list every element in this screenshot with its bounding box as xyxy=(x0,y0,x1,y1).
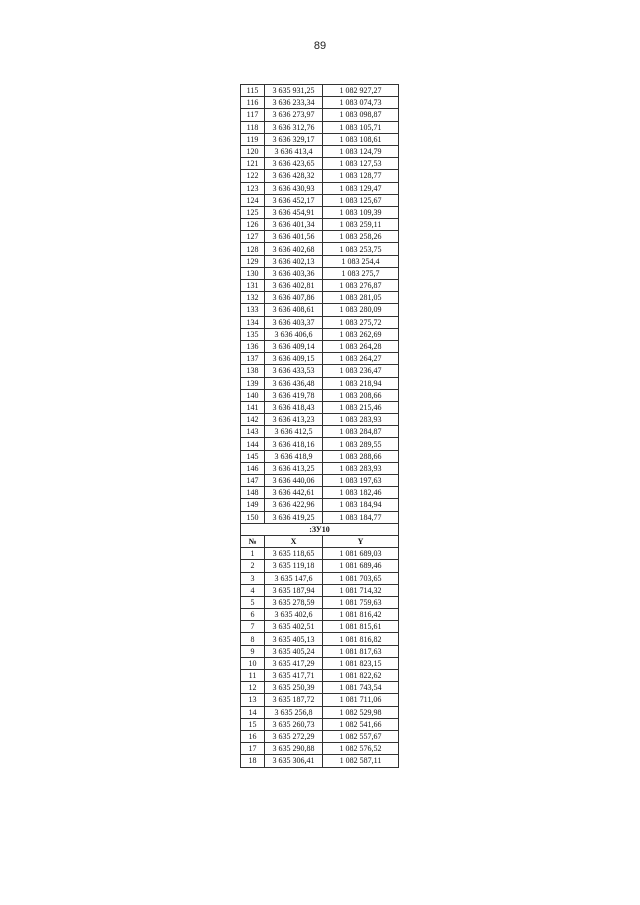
table-row xyxy=(241,316,399,328)
x-coordinate-cell: 3 636 418,16 xyxy=(265,438,323,450)
point-number-cell: 12 xyxy=(241,682,265,694)
y-coordinate-cell: 1 083 218,94 xyxy=(323,377,399,389)
point-number-cell: 119 xyxy=(241,133,265,145)
y-coordinate-cell: 1 083 258,26 xyxy=(323,231,399,243)
point-number-cell: 121 xyxy=(241,158,265,170)
point-number-cell: 15 xyxy=(241,718,265,730)
point-number-cell: 150 xyxy=(241,511,265,523)
table-row xyxy=(241,438,399,450)
x-coordinate-cell: 3 636 430,93 xyxy=(265,182,323,194)
y-coordinate-cell: 1 082 927,27 xyxy=(323,85,399,97)
x-coordinate-cell: 3 635 256,8 xyxy=(265,706,323,718)
y-coordinate-cell: 1 083 275,7 xyxy=(323,267,399,279)
section-title: :ЗУ10 xyxy=(241,523,399,535)
y-coordinate-cell: 1 081 759,63 xyxy=(323,596,399,608)
table-header-row xyxy=(241,535,399,547)
x-coordinate-cell: 3 636 412,5 xyxy=(265,426,323,438)
y-coordinate-cell: 1 083 284,87 xyxy=(323,426,399,438)
x-coordinate-cell: 3 635 187,72 xyxy=(265,694,323,706)
x-coordinate-cell: 3 636 329,17 xyxy=(265,133,323,145)
y-coordinate-cell: 1 083 074,73 xyxy=(323,97,399,109)
x-coordinate-cell: 3 635 417,71 xyxy=(265,670,323,682)
point-number-cell: 16 xyxy=(241,730,265,742)
point-number-cell: 140 xyxy=(241,389,265,401)
table-row xyxy=(241,584,399,596)
point-number-cell: 132 xyxy=(241,292,265,304)
x-coordinate-cell: 3 636 418,9 xyxy=(265,450,323,462)
x-coordinate-cell: 3 635 147,6 xyxy=(265,572,323,584)
point-number-cell: 130 xyxy=(241,267,265,279)
y-coordinate-cell: 1 083 128,77 xyxy=(323,170,399,182)
y-coordinate-cell: 1 081 711,06 xyxy=(323,694,399,706)
table-row xyxy=(241,158,399,170)
x-coordinate-cell: 3 636 401,34 xyxy=(265,219,323,231)
x-coordinate-cell: 3 635 405,24 xyxy=(265,645,323,657)
table-row xyxy=(241,170,399,182)
point-number-cell: 2 xyxy=(241,560,265,572)
y-coordinate-cell: 1 081 703,65 xyxy=(323,572,399,584)
table-row xyxy=(241,389,399,401)
point-number-cell: 141 xyxy=(241,401,265,413)
x-coordinate-cell: 3 635 278,59 xyxy=(265,596,323,608)
x-coordinate-cell: 3 636 402,13 xyxy=(265,255,323,267)
y-coordinate-cell: 1 081 689,46 xyxy=(323,560,399,572)
table-row xyxy=(241,97,399,109)
point-number-cell: 124 xyxy=(241,194,265,206)
table-row xyxy=(241,340,399,352)
x-coordinate-cell: 3 635 405,13 xyxy=(265,633,323,645)
y-coordinate-cell: 1 083 280,09 xyxy=(323,304,399,316)
point-number-cell: 144 xyxy=(241,438,265,450)
y-coordinate-cell: 1 081 689,03 xyxy=(323,548,399,560)
table-row xyxy=(241,560,399,572)
point-number-cell: 134 xyxy=(241,316,265,328)
table-row xyxy=(241,328,399,340)
x-coordinate-cell: 3 635 119,18 xyxy=(265,560,323,572)
point-number-cell: 116 xyxy=(241,97,265,109)
point-number-cell: 117 xyxy=(241,109,265,121)
point-number-cell: 14 xyxy=(241,706,265,718)
y-coordinate-cell: 1 083 098,87 xyxy=(323,109,399,121)
point-number-cell: 149 xyxy=(241,499,265,511)
y-coordinate-cell: 1 083 254,4 xyxy=(323,255,399,267)
table-row xyxy=(241,145,399,157)
point-number-cell: 137 xyxy=(241,353,265,365)
x-coordinate-cell: 3 636 403,37 xyxy=(265,316,323,328)
y-coordinate-cell: 1 081 817,63 xyxy=(323,645,399,657)
x-coordinate-cell: 3 636 418,43 xyxy=(265,401,323,413)
point-number-cell: 136 xyxy=(241,340,265,352)
y-coordinate-cell: 1 083 208,66 xyxy=(323,389,399,401)
x-coordinate-cell: 3 635 272,29 xyxy=(265,730,323,742)
point-number-cell: 1 xyxy=(241,548,265,560)
x-coordinate-cell: 3 636 419,25 xyxy=(265,511,323,523)
y-coordinate-cell: 1 081 816,42 xyxy=(323,609,399,621)
table-row xyxy=(241,511,399,523)
point-number-cell: 123 xyxy=(241,182,265,194)
table-row xyxy=(241,377,399,389)
point-number-cell: 18 xyxy=(241,755,265,767)
table-row xyxy=(241,743,399,755)
y-coordinate-cell: 1 083 283,93 xyxy=(323,462,399,474)
table-row xyxy=(241,219,399,231)
x-coordinate-cell: 3 636 433,53 xyxy=(265,365,323,377)
table-row xyxy=(241,621,399,633)
table-row xyxy=(241,255,399,267)
y-coordinate-cell: 1 083 281,05 xyxy=(323,292,399,304)
x-coordinate-cell: 3 636 401,56 xyxy=(265,231,323,243)
table-row xyxy=(241,609,399,621)
table-row xyxy=(241,487,399,499)
x-coordinate-cell: 3 635 402,51 xyxy=(265,621,323,633)
table-row xyxy=(241,85,399,97)
point-number-cell: 147 xyxy=(241,475,265,487)
table-row xyxy=(241,243,399,255)
point-number-cell: 118 xyxy=(241,121,265,133)
table-row xyxy=(241,730,399,742)
y-coordinate-cell: 1 082 557,67 xyxy=(323,730,399,742)
y-coordinate-cell: 1 083 124,79 xyxy=(323,145,399,157)
point-number-cell: 10 xyxy=(241,657,265,669)
y-coordinate-cell: 1 083 125,67 xyxy=(323,194,399,206)
coordinates-table xyxy=(240,84,399,768)
table-row xyxy=(241,657,399,669)
y-coordinate-cell: 1 083 197,63 xyxy=(323,475,399,487)
x-coordinate-cell: 3 636 408,61 xyxy=(265,304,323,316)
point-number-cell: 131 xyxy=(241,280,265,292)
table-row xyxy=(241,426,399,438)
x-coordinate-cell: 3 636 413,23 xyxy=(265,414,323,426)
y-coordinate-cell: 1 082 587,11 xyxy=(323,755,399,767)
x-coordinate-cell: 3 636 413,25 xyxy=(265,462,323,474)
y-coordinate-cell: 1 083 264,28 xyxy=(323,340,399,352)
y-coordinate-cell: 1 083 276,87 xyxy=(323,280,399,292)
point-number-cell: 133 xyxy=(241,304,265,316)
point-number-cell: 142 xyxy=(241,414,265,426)
table-row xyxy=(241,280,399,292)
x-coordinate-cell: 3 636 403,36 xyxy=(265,267,323,279)
point-number-cell: 5 xyxy=(241,596,265,608)
y-coordinate-cell: 1 083 184,77 xyxy=(323,511,399,523)
y-coordinate-cell: 1 083 215,46 xyxy=(323,401,399,413)
table-row xyxy=(241,694,399,706)
x-coordinate-cell: 3 636 407,86 xyxy=(265,292,323,304)
y-coordinate-cell: 1 083 288,66 xyxy=(323,450,399,462)
point-number-cell: 4 xyxy=(241,584,265,596)
point-number-cell: 7 xyxy=(241,621,265,633)
y-coordinate-cell: 1 082 529,98 xyxy=(323,706,399,718)
x-coordinate-cell: 3 636 409,15 xyxy=(265,353,323,365)
y-coordinate-cell: 1 082 576,52 xyxy=(323,743,399,755)
x-coordinate-cell: 3 635 290,88 xyxy=(265,743,323,755)
y-coordinate-cell: 1 083 182,46 xyxy=(323,487,399,499)
table-row xyxy=(241,206,399,218)
table-row xyxy=(241,718,399,730)
x-coordinate-cell: 3 636 409,14 xyxy=(265,340,323,352)
table-row xyxy=(241,121,399,133)
y-coordinate-cell: 1 083 105,71 xyxy=(323,121,399,133)
x-coordinate-cell: 3 635 931,25 xyxy=(265,85,323,97)
point-number-cell: 115 xyxy=(241,85,265,97)
x-coordinate-cell: 3 636 273,97 xyxy=(265,109,323,121)
point-number-cell: 13 xyxy=(241,694,265,706)
x-coordinate-cell: 3 636 406,6 xyxy=(265,328,323,340)
table-row xyxy=(241,194,399,206)
x-coordinate-cell: 3 635 250,39 xyxy=(265,682,323,694)
y-coordinate-cell: 1 083 109,39 xyxy=(323,206,399,218)
y-coordinate-cell: 1 083 129,47 xyxy=(323,182,399,194)
y-coordinate-cell: 1 082 541,66 xyxy=(323,718,399,730)
y-coordinate-cell: 1 083 108,61 xyxy=(323,133,399,145)
x-coordinate-cell: X xyxy=(265,535,323,547)
table-row xyxy=(241,462,399,474)
x-coordinate-cell: 3 636 436,48 xyxy=(265,377,323,389)
point-number-cell: 125 xyxy=(241,206,265,218)
point-number-cell: 11 xyxy=(241,670,265,682)
table-row xyxy=(241,401,399,413)
y-coordinate-cell: 1 083 236,47 xyxy=(323,365,399,377)
coordinates-table-body xyxy=(241,85,399,768)
table-row xyxy=(241,633,399,645)
x-coordinate-cell: 3 635 306,41 xyxy=(265,755,323,767)
x-coordinate-cell: 3 636 452,17 xyxy=(265,194,323,206)
x-coordinate-cell: 3 636 428,32 xyxy=(265,170,323,182)
x-coordinate-cell: 3 635 417,29 xyxy=(265,657,323,669)
y-coordinate-cell: 1 083 259,11 xyxy=(323,219,399,231)
table-row xyxy=(241,450,399,462)
point-number-cell: № xyxy=(241,535,265,547)
table-row xyxy=(241,572,399,584)
table-row xyxy=(241,109,399,121)
table-row xyxy=(241,596,399,608)
x-coordinate-cell: 3 635 260,73 xyxy=(265,718,323,730)
point-number-cell: 143 xyxy=(241,426,265,438)
point-number-cell: 6 xyxy=(241,609,265,621)
y-coordinate-cell: 1 083 184,94 xyxy=(323,499,399,511)
table-row xyxy=(241,548,399,560)
table-row xyxy=(241,133,399,145)
y-coordinate-cell: 1 083 127,53 xyxy=(323,158,399,170)
point-number-cell: 138 xyxy=(241,365,265,377)
table-row xyxy=(241,365,399,377)
point-number-cell: 8 xyxy=(241,633,265,645)
x-coordinate-cell: 3 636 422,96 xyxy=(265,499,323,511)
point-number-cell: 17 xyxy=(241,743,265,755)
table-row xyxy=(241,499,399,511)
x-coordinate-cell: 3 636 419,78 xyxy=(265,389,323,401)
x-coordinate-cell: 3 636 413,4 xyxy=(265,145,323,157)
x-coordinate-cell: 3 636 312,76 xyxy=(265,121,323,133)
point-number-cell: 3 xyxy=(241,572,265,584)
y-coordinate-cell: 1 083 264,27 xyxy=(323,353,399,365)
y-coordinate-cell: 1 083 253,75 xyxy=(323,243,399,255)
x-coordinate-cell: 3 636 454,91 xyxy=(265,206,323,218)
table-row xyxy=(241,755,399,767)
x-coordinate-cell: 3 636 402,81 xyxy=(265,280,323,292)
y-coordinate-cell: 1 081 816,82 xyxy=(323,633,399,645)
page-number: 89 xyxy=(313,40,327,52)
point-number-cell: 122 xyxy=(241,170,265,182)
table-row xyxy=(241,670,399,682)
table-row xyxy=(241,475,399,487)
table-row xyxy=(241,645,399,657)
point-number-cell: 9 xyxy=(241,645,265,657)
y-coordinate-cell: 1 081 822,62 xyxy=(323,670,399,682)
x-coordinate-cell: 3 636 233,34 xyxy=(265,97,323,109)
y-coordinate-cell: 1 083 262,69 xyxy=(323,328,399,340)
table-row xyxy=(241,304,399,316)
point-number-cell: 139 xyxy=(241,377,265,389)
x-coordinate-cell: 3 635 402,6 xyxy=(265,609,323,621)
point-number-cell: 126 xyxy=(241,219,265,231)
table-row xyxy=(241,682,399,694)
table-row xyxy=(241,267,399,279)
y-coordinate-cell: 1 081 823,15 xyxy=(323,657,399,669)
y-coordinate-cell: 1 083 275,72 xyxy=(323,316,399,328)
x-coordinate-cell: 3 636 442,61 xyxy=(265,487,323,499)
x-coordinate-cell: 3 635 118,65 xyxy=(265,548,323,560)
table-row xyxy=(241,292,399,304)
point-number-cell: 145 xyxy=(241,450,265,462)
table-row xyxy=(241,706,399,718)
section-title-row xyxy=(241,523,399,535)
table-row xyxy=(241,414,399,426)
point-number-cell: 146 xyxy=(241,462,265,474)
x-coordinate-cell: 3 636 402,68 xyxy=(265,243,323,255)
table-row xyxy=(241,182,399,194)
y-coordinate-cell: 1 081 714,32 xyxy=(323,584,399,596)
y-coordinate-cell: 1 081 815,61 xyxy=(323,621,399,633)
y-coordinate-cell: Y xyxy=(323,535,399,547)
point-number-cell: 120 xyxy=(241,145,265,157)
point-number-cell: 128 xyxy=(241,243,265,255)
table-row xyxy=(241,231,399,243)
y-coordinate-cell: 1 081 743,54 xyxy=(323,682,399,694)
x-coordinate-cell: 3 635 187,94 xyxy=(265,584,323,596)
table-row xyxy=(241,353,399,365)
point-number-cell: 148 xyxy=(241,487,265,499)
y-coordinate-cell: 1 083 289,55 xyxy=(323,438,399,450)
point-number-cell: 135 xyxy=(241,328,265,340)
x-coordinate-cell: 3 636 423,65 xyxy=(265,158,323,170)
point-number-cell: 127 xyxy=(241,231,265,243)
x-coordinate-cell: 3 636 440,06 xyxy=(265,475,323,487)
point-number-cell: 129 xyxy=(241,255,265,267)
y-coordinate-cell: 1 083 283,93 xyxy=(323,414,399,426)
